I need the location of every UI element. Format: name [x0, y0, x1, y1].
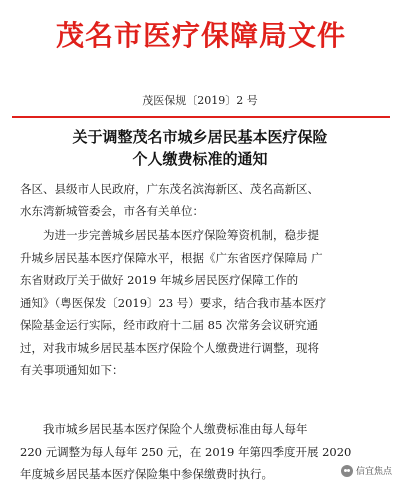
notice-title-line-1: 关于调整茂名市城乡居民基本医疗保险 — [72, 128, 328, 146]
paragraph-1 — [20, 224, 380, 382]
wechat-icon — [341, 465, 353, 477]
watermark — [341, 464, 392, 477]
watermark-text: 信宜焦点 — [355, 467, 392, 477]
notice-title-line-2: 个人缴费标准的通知 — [132, 150, 268, 168]
paragraph-1-line: 保险基金运行实际，经市政府十二届 85 次常务会议研究通 — [20, 318, 318, 332]
paragraph-1-line: 东省财政厅关于做好 2019 年城乡居民医疗保障工作的 — [20, 273, 299, 287]
notice-title — [20, 126, 380, 170]
paragraph-2-line: 220 元调整为每人每年 250 元，在 2019 年第四季度开展 2020 — [20, 444, 352, 459]
addressee-line-2: 水东湾新城管委会，市各有关单位： — [20, 204, 204, 218]
paragraph-2-line: 年度城乡居民基本医疗保险集中参保缴费时执行。 — [20, 467, 273, 481]
paragraph-1-line: 升城乡居民基本医疗保障水平，根据《广东省医疗保障局 广 — [20, 250, 323, 265]
paragraph-2-line: 我市城乡居民基本医疗保险个人缴费标准由每人每年 — [20, 422, 308, 436]
paragraph-1-line: 有关事项通知如下： — [20, 363, 124, 377]
red-divider-line — [12, 116, 390, 118]
paragraph-1-line: 通知》（粤医保发〔2019〕23 号）要求，结合我市基本医疗 — [20, 295, 327, 310]
addressee-line-1: 各区、县级市人民政府，广东茂名滨海新区、茂名高新区、 — [20, 182, 319, 196]
paragraph-1-line: 过，对我市城乡居民基本医疗保险个人缴费进行调整，现将 — [20, 340, 319, 355]
document-number: 茂医保规〔2019〕2 号 — [142, 94, 258, 107]
paragraph-2 — [20, 418, 380, 486]
paragraph-1-line: 为进一步完善城乡居民基本医疗保险筹资机制，稳步提 — [20, 228, 319, 242]
addressee — [20, 178, 380, 222]
document-header-title: 茂名市医疗保障局文件 — [55, 19, 346, 52]
